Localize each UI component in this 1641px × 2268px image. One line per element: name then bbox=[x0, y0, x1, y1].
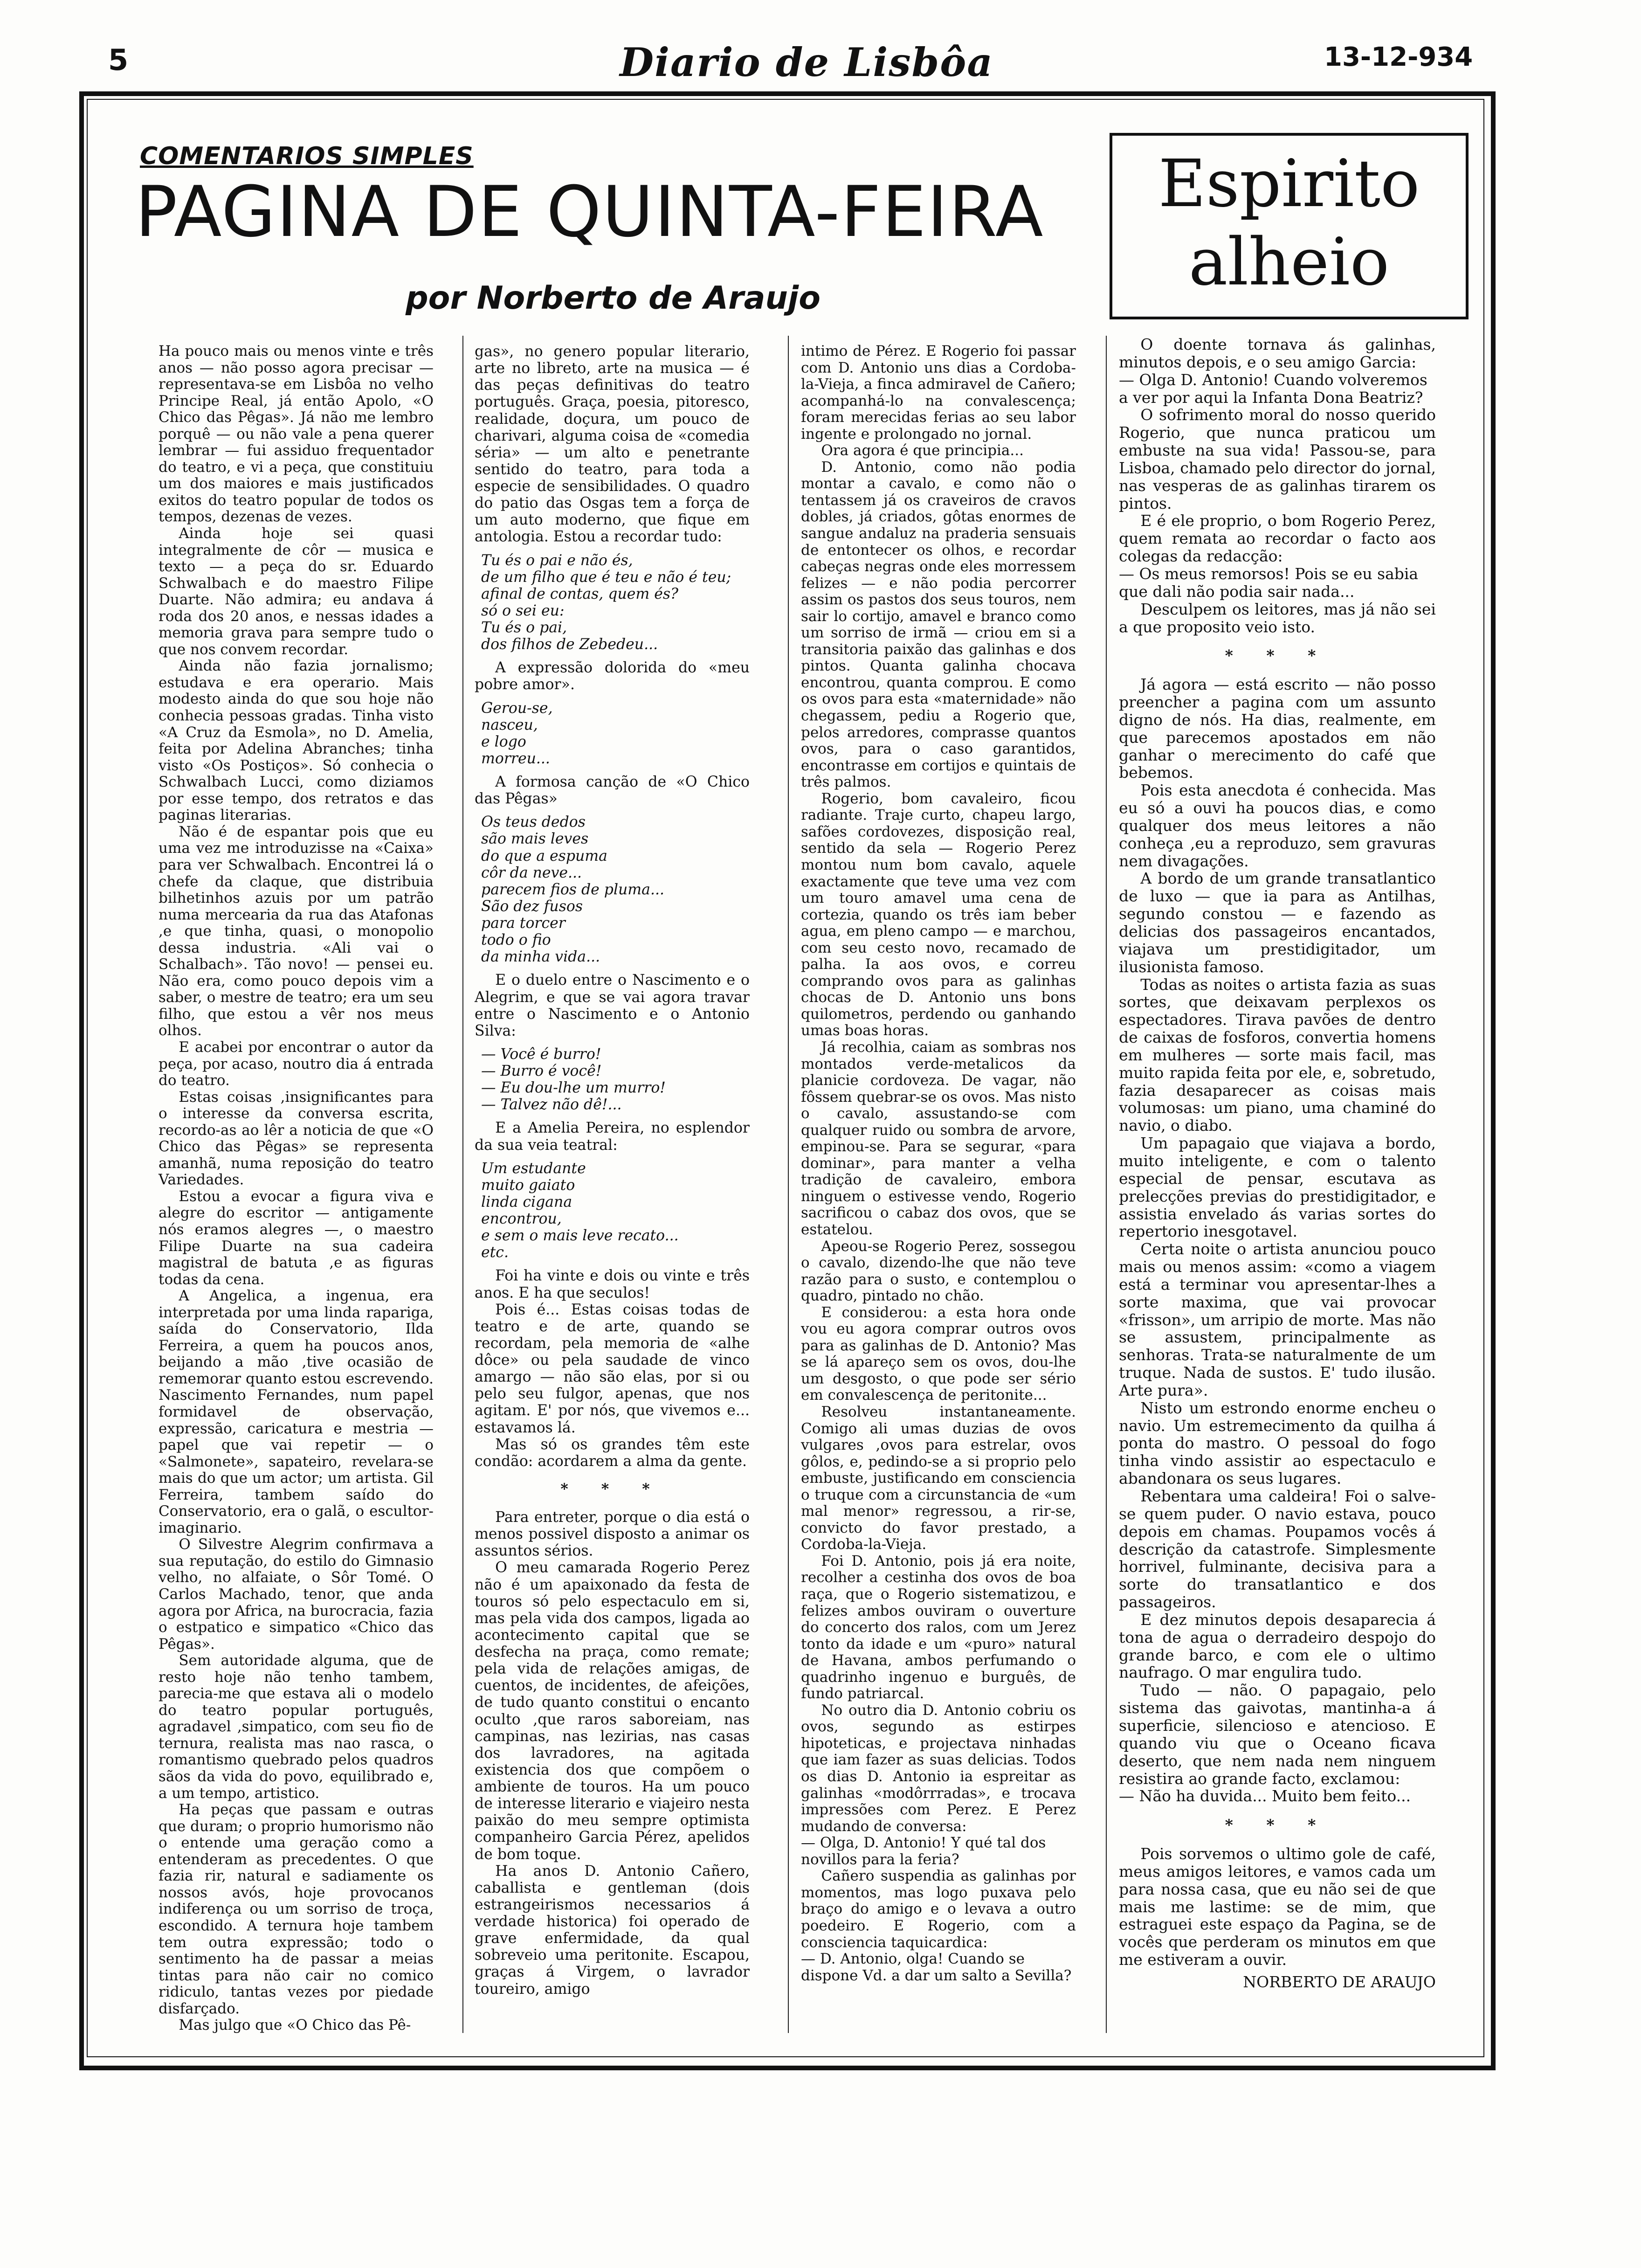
paragraph: gas», no genero popular literario, arte no libreto, arte na musica — é das peças definitivas do teatro português. Graça, poesia, pitoresco, realidade, doçura, um pouco de charivari, alguma coisa de «comedia séria» — um alto e penetrante sentido do teatro, para toda a especie de sensibilidades. O quadro do patio das Osgas tem a força de um auto moderno, que fique em antologia. Estou a recordar tudo: bbox=[475, 343, 750, 546]
paragraph: A bordo de um grande transatlantico de luxo — que ia para as Antilhas, segundo constou — e fazendo as delicias dos passageiros encantados, viajava um prestidigitador, um ilusionista famoso. bbox=[1119, 869, 1436, 976]
headline: PAGINA DE QUINTA-FEIRA bbox=[135, 172, 1044, 253]
verse-line: e sem o mais leve recato... bbox=[481, 1227, 679, 1245]
paragraph: Tudo — não. O papagaio, pelo sistema das gaivotas, mantinha-a á superficie, silencioso e atencioso. E quando viu que o Oceano ficava deserto, que nem nada nem ninguem resistira ao grande facto, exclamou: bbox=[1119, 1681, 1436, 1788]
verse-line: afinal de contas, quem és? bbox=[481, 585, 678, 602]
verse-line: Gerou-se, bbox=[481, 699, 553, 717]
paragraph: E acabei por encontrar o autor da peça, por acaso, noutro dia á entrada do teatro. bbox=[159, 1038, 434, 1089]
verse-line: muito gaiato bbox=[481, 1176, 575, 1194]
column-rule bbox=[1106, 336, 1107, 2033]
paragraph: Certa noite o artista anunciou pouco mais ou menos assim: «como a viagem está a terminar vou apresentar-lhes a sorte maxima, que vai provocar «frisson», um arripio de morte. Mas não se assustem, principalmente as senhoras. Trata-se naturalmente de um truque. Nada de sustos. E' tudo ilusão. Arte pura». bbox=[1119, 1240, 1436, 1399]
paragraph: Não é de espantar pois que eu uma vez me introduzisse na «Caixa» para ver Schwalbach. Encontrei lá o chefe da claque, que distribuia bilhetinhos azuis por um patrão numa mercearia da rua das Atafonas ,e que tinha, quasi, o monopolio dessa industria. «Ali vai o Schalbach». Tão novo! — pensei eu. Não era, como pouco depois vim a saber, o mestre de teatro; era um seu filho, que estou a vêr nos meus olhos. bbox=[159, 823, 434, 1039]
section-separator: * * * bbox=[1225, 1816, 1330, 1834]
paragraph: E considerou: a esta hora onde vou eu agora comprar outros ovos para as galinhas de D. Antonio? Mas se lá apareço sem os ovos, dou-lhe um desgosto, o que pode ser sério em convalescença de peritonite... bbox=[801, 1304, 1076, 1404]
paragraph: Foi ha vinte e dois ou vinte e três anos. E ha que seculos! bbox=[475, 1267, 750, 1301]
paragraph: A expressão dolorida do «meu pobre amor». bbox=[475, 659, 750, 693]
verse-line: para torcer bbox=[481, 915, 565, 932]
paragraph: Ha anos D. Antonio Cañero, caballista e gentleman (dois estrangeirismos necessarios á verdade historica) foi operado de grave enfermidade, da qual sobreveio uma peritonite. Escapou, graças á Virgem, o lavrador toureiro, amigo bbox=[475, 1862, 750, 1998]
section-separator: * * * bbox=[1225, 646, 1330, 665]
verse-block bbox=[481, 552, 750, 653]
verse-line: Tu és o pai, bbox=[481, 619, 567, 636]
masthead bbox=[0, 0, 1641, 93]
paragraph: Cañero suspendia as galinhas por momentos, mas logo puxava pelo braço do amigo e o levava a outro poedeiro. E Rogerio, com a consciencia taquicardica: bbox=[801, 1867, 1076, 1951]
verse-line: São dez fusos bbox=[481, 898, 583, 915]
paragraph: Ha pouco mais ou menos vinte e três anos — não posso agora precisar — representava-se em Lisbôa no velho Principe Real, já então Apolo, «O Chico das Pêgas». Já não me lembro porquê — ou não vale a pena querer lembrar — fui assiduo frequentador do teatro, e vi a peça, que constituiu um dos maiores e mais justificados exitos do teatro popular de todos os tempos, dezenas de vezes. bbox=[159, 343, 434, 526]
verse-line: — Burro é você! bbox=[481, 1063, 602, 1079]
paragraph: Estas coisas ,insignificantes para o interesse da conversa escrita, recordo-as ao lêr a noticia de que «O Chico das Pêgas» se representa amanhã, numa reposição do teatro Variedades. bbox=[159, 1088, 434, 1189]
paragraph: E o duelo entre o Nascimento e o Alegrim, e que se vai agora travar entre o Nascimento e o Antonio Silva: bbox=[475, 972, 750, 1039]
section-kicker: COMENTARIOS SIMPLES bbox=[140, 142, 474, 170]
author-signature: NORBERTO DE ARAUJO bbox=[1243, 1972, 1436, 1991]
verse-line: da minha vida... bbox=[481, 948, 600, 966]
paragraph: intimo de Pérez. E Rogerio foi passar com D. Antonio uns dias a Cordoba-la-Vieja, a finca admiravel de Cañero; acompanhá-lo na convalescença; foram merecidas ferias ao seu labor ingente e prolongado no jornal. bbox=[801, 343, 1076, 443]
paragraph: E dez minutos depois desaparecia á tona de agua o derradeiro despojo do grande barco, e com ele o ultimo naufrago. O mar engulira tudo. bbox=[1119, 1610, 1436, 1682]
verse-line: — Você é burro! bbox=[481, 1045, 601, 1063]
paragraph: — Não ha duvida... Muito bem feito... bbox=[1119, 1787, 1411, 1805]
verse-line: só o sei eu: bbox=[481, 602, 565, 619]
column-rule bbox=[462, 336, 463, 2033]
sidebar-title-box bbox=[1110, 133, 1469, 319]
verse-line: encontrou, bbox=[481, 1210, 562, 1227]
newspaper-name: Diario de Lisbôa bbox=[620, 39, 993, 85]
paragraph: — D. Antonio, olga! Cuando se dispone Vd. a dar um salto a Sevilla? bbox=[801, 1950, 1072, 1984]
paragraph: Apeou-se Rogerio Perez, sossegou o cavalo, dizendo-lhe que não teve razão para o susto, e contemplou o quadro, pintado no chão. bbox=[801, 1238, 1076, 1305]
verse-line: Os teus dedos bbox=[481, 814, 586, 831]
paragraph: Para entreter, porque o dia está o menos possivel disposto a animar os assuntos sérios. bbox=[475, 1509, 750, 1560]
paragraph: Rogerio, bom cavaleiro, ficou radiante. Traje curto, chapeu largo, safões cordovezes, disposição real, sentido da sela — Rogerio Perez montou num bom cavalo, aquele exactamente que teve uma vez com um touro amavel uma cena de cortezia, quando os três iam beber agua, em pleno campo — e marchou, com seu cesto novo, recamado de palha. Ia aos ovos, e correu comprando ovos para as galinhas chocas de D. Antonio uns bons quilometros, perdendo ou ganhando umas boas horas. bbox=[801, 790, 1076, 1039]
verse-block bbox=[481, 814, 750, 965]
article-column-2 bbox=[475, 343, 750, 1998]
paragraph: Nisto um estrondo enorme encheu o navio. Um estremecimento da quilha á ponta do mastro. O pessoal do fogo tinha vindo assistir ao espectaculo e abandonara os seus lugares. bbox=[1119, 1398, 1436, 1488]
article-column-3 bbox=[801, 343, 1076, 1984]
paragraph: Sem autoridade alguma, que de resto hoje não tenho tambem, parecia-me que estava ali o modelo do teatro popular português, agradavel ,simpatico, com seu fio de ternura, realista mas nao rasca, o romantismo quebrado pelos quadros sãos da vida do povo, equilibrado e, a um tempo, artistico. bbox=[159, 1652, 434, 1802]
paragraph: O sofrimento moral do nosso querido Rogerio, que nunca praticou um embuste na sua vida! Passou-se, para Lisboa, chamado pelo director do jornal, nas vesperas de as galinhas tirarem os pintos. bbox=[1119, 406, 1436, 512]
paragraph: Um papagaio que viajava a bordo, muito inteligente, e com o talento especial de pensar, escutava as prelecções previas do prestidigitador, e assistia envelado ás varias sortes do repertorio inesgotavel. bbox=[1119, 1134, 1436, 1241]
paragraph: E a Amelia Pereira, no esplendor da sua veia teatral: bbox=[475, 1120, 750, 1154]
verse-block bbox=[481, 1046, 750, 1113]
issue-date: 13-12-934 bbox=[1324, 42, 1473, 72]
paragraph: Desculpem os leitores, mas já não sei a que proposito veio isto. bbox=[1119, 600, 1436, 636]
paragraph: Ainda hoje sei quasi integralmente de côr — musica e texto — a peça do sr. Eduardo Schwalbach e do maestro Filipe Duarte. Não admira; eu andava á roda dos 20 anos, e nessas idades a memoria grava para sempre tudo o que nos convem recordar. bbox=[159, 525, 434, 658]
column-rule bbox=[788, 336, 789, 2033]
paragraph: E é ele proprio, o bom Rogerio Perez, quem remata ao recordar o facto aos colegas da redacção: bbox=[1119, 512, 1436, 566]
sidebar-title-line-1: Espirito bbox=[1158, 146, 1420, 222]
paragraph: Rebentara uma caldeira! Foi o salve-se quem puder. O navio estava, pouco depois em chamas. Poupamos vocês á descrição da catastrofe. Simplesmente horrivel, fulminante, decisiva para a sorte do transatlantico e dos passageiros. bbox=[1119, 1487, 1436, 1611]
verse-line: morreu... bbox=[481, 750, 550, 767]
byline: por Norberto de Araujo bbox=[406, 280, 820, 317]
verse-line: etc. bbox=[481, 1244, 509, 1261]
paragraph: Já agora — está escrito — não posso preencher a pagina com um assunto digno de nós. Ha dias, realmente, em que parecemos apostados em não ganhar o merecimento do café que bebemos. bbox=[1119, 675, 1436, 782]
verse-line: são mais leves bbox=[481, 830, 589, 848]
paragraph: Pois sorvemos o ultimo gole de café, meus amigos leitores, e vamos cada um para nossa casa, que eu não sei de que mais me lastime: se de mim, que estraguei este espaço da Pagina, se de vocês que perderam os minutos em que me estiveram a ouvir. bbox=[1119, 1845, 1436, 1969]
page-number: 5 bbox=[108, 43, 129, 77]
verse-line: côr da neve... bbox=[481, 864, 582, 881]
paragraph: Pois esta anecdota é conhecida. Mas eu só a ouvi ha poucos dias, e como qualquer dos meus leitores a não conheça ,eu a reproduzo, sem gravuras nem divagações. bbox=[1119, 781, 1436, 870]
paragraph: D. Antonio, como não podia montar a cavalo, e como não o tentassem já os craveiros de cravos dobles, já criados, gôtas enormes de sangue andaluz na praderia sensuais de entontecer os olhos, e recordar cabeças negras onde eles morressem felizes — e não podia percorrer assim os pastos dos seus touros, nem sair lo cortijo, amavel e branco como um sorriso de irmã — criou em si a transitoria paixão das galinhas e dos pintos. Quanta galinha chocava encontrou, quanta comprou. E como os ovos para esta «maternidade» não chegassem, pediu a Rogerio que, pelos arredores, comprasse quantos ovos, para o caso garantidos, encontrasse em cortijos e quintais de três palmos. bbox=[801, 458, 1076, 791]
verse-line: de um filho que é teu e não é teu; bbox=[481, 568, 731, 586]
verse-line: todo o fio bbox=[481, 932, 551, 949]
section-separator: * * * bbox=[560, 1480, 664, 1498]
paragraph: Ainda não fazia jornalismo; estudava e era operario. Mais modesto ainda do que sou hoje não conhecia pessoas gradas. Tinha visto «A Cruz da Esmola», no D. Amelia, feita por Adelina Abranches; tinha visto «Os Postiços». Só conhecia o Schwalbach Lucci, como diziamos por esse tempo, dos retratos e das paginas literarias. bbox=[159, 657, 434, 824]
paragraph: O Silvestre Alegrim confirmava a sua reputação, do estilo do Gimnasio velho, no alfaiate, o Sôr Tomé. O Carlos Machado, tenor, que anda agora por Africa, na burocracia, fazia o estpatico e simpatico «Chico das Pêgas». bbox=[159, 1536, 434, 1653]
paragraph: Estou a evocar a figura viva e alegre do escritor — antigamente nós eramos alegres —, o maestro Filipe Duarte na sua cadeira magistral de batuta ,e as figuras todas da cena. bbox=[159, 1188, 434, 1288]
verse-line: do que a espuma bbox=[481, 847, 607, 864]
paragraph: Resolveu instantaneamente. Comigo ali umas duzias de ovos vulgares ,ovos para estrelar, ovos gôlos, e, pedindo-se a si proprio pelo embuste, justificando em consciencia o truque com a circunstancia de «um mal menor» regressou, a rir-se, convicto do favor prestado, a Cordoba-la-Vieja. bbox=[801, 1404, 1076, 1553]
paragraph: Mas só os grandes têm este condão: acordarem a alma da gente. bbox=[475, 1436, 750, 1470]
paragraph: No outro dia D. Antonio cobriu os ovos, segundo as estirpes hipoteticas, e projectava ninhadas que iam fazer as suas delicias. Todos os dias D. Antonio ia espreitar as galinhas «modôrrradas», e trocava impressões com Perez. E Perez mudando de conversa: bbox=[801, 1701, 1076, 1835]
paragraph: O meu camarada Rogerio Perez não é um apaixonado da festa de touros só pelo espectaculo em si, mas pela vida dos campos, ligada ao acontecimento capital que se desfecha na praça, como remate; pela vida de relações amigas, de cuentos, de incidentes, de afeições, de tudo quanto constitui o encanto oculto ,que raros saboreiam, nas campinas, nas lezirias, nas casas dos lavradores, na agitada existencia dos que compõem o ambiente de touros. Ha um pouco de interesse literario e viajeiro nesta paixão do meu sempre optimista companheiro Garcia Pérez, apelidos de bom toque. bbox=[475, 1559, 750, 1863]
verse-line: nasceu, bbox=[481, 716, 538, 733]
paragraph: A Angelica, a ingenua, era interpretada por uma linda rapariga, saída do Conservatorio, Ilda Ferreira, a quem ha poucos anos, beijando a mão ,tive ocasião de rememorar quanto estou escrevendo. Nascimento Fernandes, num papel formidavel de observação, expressão, caricatura e mestria — papel que vai repetir — o «Salmonete», sapateiro, revelara-se mais do que um actor; um artista. Gil Ferreira, tambem saído do Conservatorio, era o galã, o escultor-imaginario. bbox=[159, 1287, 434, 1536]
verse-line: Tu és o pai e não és, bbox=[481, 552, 633, 569]
paragraph: Ha peças que passam e outras que duram; o proprio humorismo não o entende uma geração como a entenderam as precedentes. O que fazia rir, natural e sadiamente os nossos avós, hoje provocanos indiferença ou um sorriso de troça, escondido. A ternura hoje tambem tem outra expressão; todo o sentimento ha de passar a meias tintas para não cair no comico ridiculo, tantas vezes por piedade disfarçado. bbox=[159, 1801, 434, 2017]
article-column-1 bbox=[159, 343, 434, 2034]
verse-line: dos filhos de Zebedeu... bbox=[481, 636, 658, 653]
paragraph: Mas julgo que «O Chico das Pê- bbox=[179, 2017, 411, 2034]
verse-line: e logo bbox=[481, 733, 526, 750]
paragraph: Ora agora é que principia... bbox=[821, 442, 1024, 459]
verse-line: linda cigana bbox=[481, 1193, 572, 1210]
paragraph: Já recolhia, caiam as sombras nos montados verde-metalicos da planicie cordoveza. De vagar, não fôssem quebrar-se os ovos. Mas nisto o cavalo, assustando-se com qualquer ruido ou sombra de arvore, empinou-se. Para se segurar, «para dominar», para manter a velha tradição de cavaleiro, embora ninguem o estivesse vendo, Rogerio sacrificou o cabaz dos ovos, que se estatelou. bbox=[801, 1038, 1076, 1238]
verse-block bbox=[481, 700, 750, 768]
article-column-4 bbox=[1119, 336, 1436, 1991]
paragraph: A formosa canção de «O Chico das Pêgas» bbox=[475, 774, 750, 808]
verse-line: parecem fios de pluma... bbox=[481, 881, 664, 898]
paragraph: O doente tornava ás galinhas, minutos depois, e o seu amigo Garcia: bbox=[1119, 335, 1436, 371]
verse-line: — Talvez não dê!... bbox=[481, 1096, 622, 1113]
paragraph: Todas as noites o artista fazia as suas sortes, que deixavam perplexos os espectadores. Tirava pavões de dentro de caixas de fosforos, convertia homens em mulheres — sorte mais facil, mas muito rapida feita por ele, e, sobretudo, fazia desaparecer as coisas mais volumosas: um piano, uma chaminé do navio, o diabo. bbox=[1119, 975, 1436, 1135]
paragraph: — Olga, D. Antonio! Y qué tal dos novillos para la feria? bbox=[801, 1834, 1046, 1868]
verse-line: Um estudante bbox=[481, 1160, 586, 1177]
paragraph: — Os meus remorsos! Pois se eu sabia que dali não podia sair nada... bbox=[1119, 564, 1419, 601]
sidebar-title-line-2: alheio bbox=[1188, 224, 1390, 300]
verse-line: — Eu dou-lhe um murro! bbox=[481, 1079, 666, 1097]
verse-block bbox=[481, 1160, 750, 1261]
paragraph: Pois é... Estas coisas todas de teatro e de arte, quando se recordam, pela memoria de «alhe dôce» ou pela saudade de vinco amargo — não são elas, por si ou pelo seu fulgor, apenas, que nos agitam. E' por nós, que vivemos e... estavamos lá. bbox=[475, 1301, 750, 1436]
paragraph: Foi D. Antonio, pois já era noite, recolher a cestinha dos ovos de boa raça, que o Rogerio sistematizou, e felizes ambos ouviram o ouverture do concerto dos ralos, com um Jerez tonto da idade e um «puro» natural de Havana, ambos perfumando o quadrinho ingenuo e burguês, de fundo patriarcal. bbox=[801, 1552, 1076, 1702]
paragraph: — Olga D. Antonio! Cuando volveremos a ver por aqui la Infanta Dona Beatriz? bbox=[1119, 370, 1427, 407]
